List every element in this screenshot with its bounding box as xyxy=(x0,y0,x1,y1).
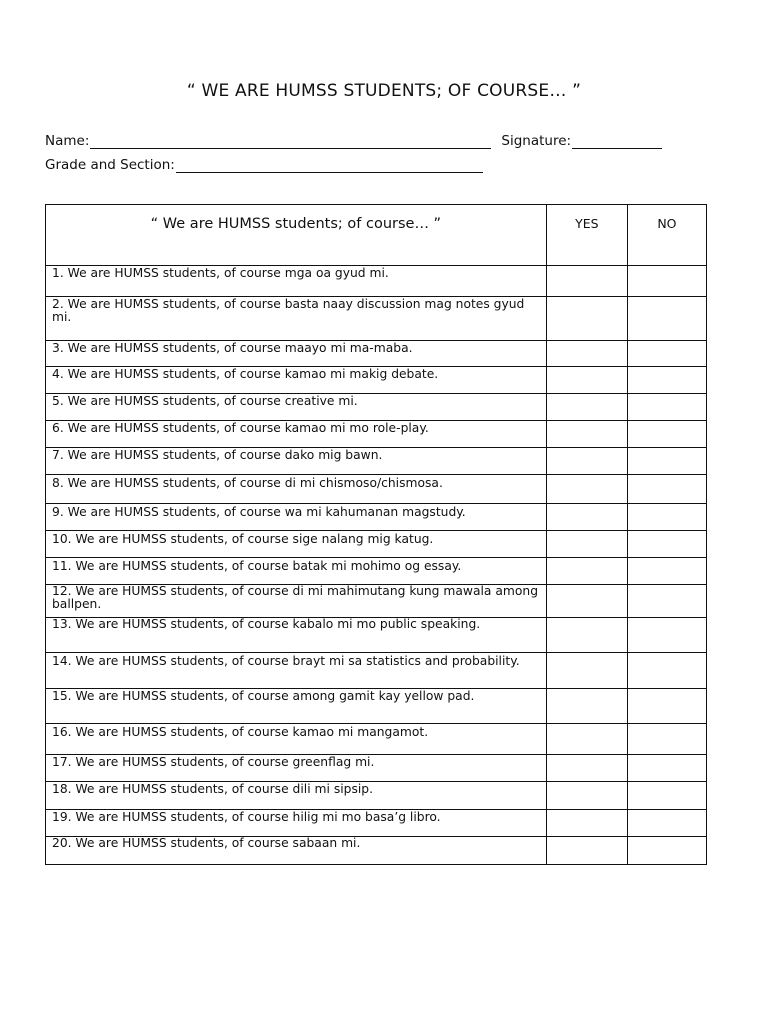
statement-text: 19. We are HUMSS students, of course hilig mi mo basa’g libro. xyxy=(52,810,441,824)
statement-text: 13. We are HUMSS students, of course kabalo mi mo public speaking. xyxy=(52,617,481,631)
name-field[interactable] xyxy=(90,134,491,149)
statement-text: 6. We are HUMSS students, of course kamao mi mo role-play. xyxy=(52,421,429,435)
yes-checkbox-cell[interactable] xyxy=(546,810,627,837)
table-row xyxy=(46,653,707,689)
yes-checkbox-cell[interactable] xyxy=(546,266,627,297)
yes-checkbox-cell[interactable] xyxy=(546,531,627,558)
table-row xyxy=(46,531,707,558)
yes-checkbox-cell[interactable] xyxy=(546,297,627,341)
table-row xyxy=(46,689,707,724)
statement-cell xyxy=(46,266,547,297)
no-checkbox-cell[interactable] xyxy=(627,558,706,585)
statement-text: 17. We are HUMSS students, of course greenflag mi. xyxy=(52,755,375,769)
statement-text: 5. We are HUMSS students, of course creative mi. xyxy=(52,394,358,408)
no-checkbox-cell[interactable] xyxy=(627,531,706,558)
statement-cell xyxy=(46,504,547,531)
statement-text: 20. We are HUMSS students, of course sabaan mi. xyxy=(52,836,361,850)
no-checkbox-cell[interactable] xyxy=(627,653,706,689)
statement-cell xyxy=(46,837,547,865)
statement-cell xyxy=(46,782,547,810)
table-row xyxy=(46,448,707,475)
statement-cell xyxy=(46,341,547,367)
statement-text: 16. We are HUMSS students, of course kamao mi mangamot. xyxy=(52,725,429,739)
table-row xyxy=(46,367,707,394)
statement-cell xyxy=(46,653,547,689)
table-row xyxy=(46,394,707,421)
no-checkbox-cell[interactable] xyxy=(627,504,706,531)
page-title: “ WE ARE HUMSS STUDENTS; OF COURSE… ” xyxy=(186,81,582,101)
table-row xyxy=(46,475,707,504)
no-checkbox-cell[interactable] xyxy=(627,724,706,755)
no-checkbox-cell[interactable] xyxy=(627,585,706,618)
signature-field[interactable] xyxy=(572,134,662,149)
no-checkbox-cell[interactable] xyxy=(627,367,706,394)
table-row xyxy=(46,421,707,448)
table-row xyxy=(46,266,707,297)
statement-text: 2. We are HUMSS students, of course basta naay discussion mag notes gyud mi. xyxy=(52,297,525,324)
yes-checkbox-cell[interactable] xyxy=(546,448,627,475)
statement-cell xyxy=(46,421,547,448)
no-checkbox-cell[interactable] xyxy=(627,782,706,810)
yes-checkbox-cell[interactable] xyxy=(546,367,627,394)
no-checkbox-cell[interactable] xyxy=(627,448,706,475)
table-row xyxy=(46,585,707,618)
table-row xyxy=(46,297,707,341)
table-row xyxy=(46,618,707,653)
table-row xyxy=(46,504,707,531)
yes-checkbox-cell[interactable] xyxy=(546,475,627,504)
statement-text: 4. We are HUMSS students, of course kamao mi makig debate. xyxy=(52,367,439,381)
signature-label: Signature: xyxy=(501,133,572,149)
statement-header: “ We are HUMSS students; of course… ” xyxy=(46,205,547,266)
statement-text: 7. We are HUMSS students, of course dako mig bawn. xyxy=(52,448,383,462)
survey-body xyxy=(46,266,707,865)
yes-checkbox-cell[interactable] xyxy=(546,504,627,531)
no-header: NO xyxy=(627,205,706,266)
statement-cell xyxy=(46,475,547,504)
statement-cell xyxy=(46,689,547,724)
statement-text: 15. We are HUMSS students, of course among gamit kay yellow pad. xyxy=(52,689,475,703)
statement-text: 12. We are HUMSS students, of course di mi mahimutang kung mawala among ballpen. xyxy=(52,584,539,611)
no-checkbox-cell[interactable] xyxy=(627,297,706,341)
statement-cell xyxy=(46,531,547,558)
table-row xyxy=(46,755,707,782)
statement-text: 14. We are HUMSS students, of course brayt mi sa statistics and probability. xyxy=(52,654,520,668)
table-row xyxy=(46,782,707,810)
statement-cell xyxy=(46,297,547,341)
no-checkbox-cell[interactable] xyxy=(627,394,706,421)
no-checkbox-cell[interactable] xyxy=(627,421,706,448)
table-header-row xyxy=(46,205,707,266)
no-checkbox-cell[interactable] xyxy=(627,689,706,724)
statement-text: 10. We are HUMSS students, of course sige nalang mig katug. xyxy=(52,532,434,546)
table-row xyxy=(46,810,707,837)
yes-checkbox-cell[interactable] xyxy=(546,341,627,367)
yes-checkbox-cell[interactable] xyxy=(546,755,627,782)
yes-checkbox-cell[interactable] xyxy=(546,618,627,653)
statement-text: 18. We are HUMSS students, of course dili mi sipsip. xyxy=(52,782,373,796)
grade-section-row xyxy=(45,157,483,173)
statement-cell xyxy=(46,618,547,653)
name-label: Name: xyxy=(45,133,90,149)
survey-table xyxy=(45,204,707,865)
statement-text: 8. We are HUMSS students, of course di mi chismoso/chismosa. xyxy=(52,476,443,490)
yes-checkbox-cell[interactable] xyxy=(546,837,627,865)
no-checkbox-cell[interactable] xyxy=(627,475,706,504)
yes-checkbox-cell[interactable] xyxy=(546,585,627,618)
yes-checkbox-cell[interactable] xyxy=(546,653,627,689)
statement-text: 11. We are HUMSS students, of course batak mi mohimo og essay. xyxy=(52,559,462,573)
name-signature-row xyxy=(45,133,662,149)
grade-section-field[interactable] xyxy=(176,158,483,173)
no-checkbox-cell[interactable] xyxy=(627,618,706,653)
no-checkbox-cell[interactable] xyxy=(627,341,706,367)
table-row xyxy=(46,837,707,865)
statement-cell xyxy=(46,394,547,421)
yes-checkbox-cell[interactable] xyxy=(546,394,627,421)
statement-cell xyxy=(46,724,547,755)
grade-section-label: Grade and Section: xyxy=(45,157,175,173)
table-row xyxy=(46,558,707,585)
table-row xyxy=(46,341,707,367)
statement-cell xyxy=(46,755,547,782)
statement-cell xyxy=(46,558,547,585)
no-checkbox-cell[interactable] xyxy=(627,810,706,837)
yes-checkbox-cell[interactable] xyxy=(546,558,627,585)
yes-checkbox-cell[interactable] xyxy=(546,724,627,755)
statement-cell xyxy=(46,367,547,394)
statement-cell xyxy=(46,810,547,837)
no-checkbox-cell[interactable] xyxy=(627,837,706,865)
no-checkbox-cell[interactable] xyxy=(627,266,706,297)
yes-checkbox-cell[interactable] xyxy=(546,782,627,810)
statement-text: 3. We are HUMSS students, of course maayo mi ma-maba. xyxy=(52,341,413,355)
statement-cell xyxy=(46,448,547,475)
yes-checkbox-cell[interactable] xyxy=(546,421,627,448)
yes-checkbox-cell[interactable] xyxy=(546,689,627,724)
statement-text: 9. We are HUMSS students, of course wa mi kahumanan magstudy. xyxy=(52,505,466,519)
table-row xyxy=(46,724,707,755)
yes-header: YES xyxy=(546,205,627,266)
statement-text: 1. We are HUMSS students, of course mga oa gyud mi. xyxy=(52,266,389,280)
statement-cell xyxy=(46,585,547,618)
no-checkbox-cell[interactable] xyxy=(627,755,706,782)
